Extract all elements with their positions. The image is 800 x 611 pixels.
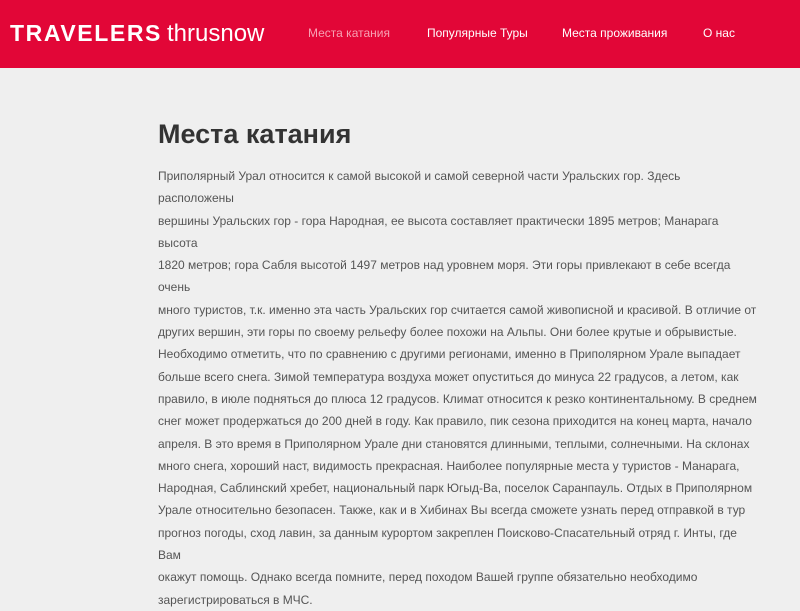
site-logo[interactable] (10, 19, 264, 47)
article-line: снег может продержаться до 200 дней в году. Как правило, пик сезона приходится на конец марта, начало (158, 414, 752, 429)
article-line: Урале относительно безопасен. Также, как и в Хибинах Вы всегда сможете узнать перед отправкой в тур (158, 503, 746, 518)
article-line: зарегистрироваться в МЧС. (158, 592, 313, 607)
main-content (158, 118, 758, 611)
nav-item-about[interactable]: О нас (703, 26, 735, 40)
nav-item-accommodation[interactable]: Места проживания (562, 26, 668, 40)
article-line: Необходимо отметить, что по сравнению с другими регионами, именно в Приполярном Урале выпадает (158, 347, 741, 362)
article-line: других вершин, эти горы по своему рельефу более похожи на Альпы. Они более крутые и обрывистые. (158, 325, 737, 340)
article-line: вершины Уральских гор - гора Народная, ее высота составляет практически 1895 метров; Манарага высота (158, 213, 719, 250)
page-title: Места катания (158, 119, 352, 149)
article-line: Приполярный Урал относится к самой высокой и самой северной части Уральских гор. Здесь расположены (158, 169, 681, 206)
article-line: больше всего снега. Зимой температура воздуха может опуститься до минуса 22 градусов, а летом, как (158, 369, 739, 384)
article-line: много снега, хороший наст, видимость прекрасная. Наиболее популярные места у туристов - Манарага, (158, 458, 740, 473)
site-header (0, 0, 800, 68)
article-line: Народная, Саблинский хребет, национальный парк Югыд-Ва, поселок Саранпауль. Отдых в Приполярном (158, 481, 753, 496)
nav-item-ski-places[interactable]: Места катания (308, 26, 390, 40)
article-line: правило, в июле подняться до плюса 12 градусов. Климат относится к резко континентальному. В среднем (158, 391, 757, 406)
article-line: 1820 метров; гора Сабля высотой 1497 метров над уровнем моря. Эти горы привлекают в себе всегда очень (158, 258, 731, 295)
article-line: много туристов, т.к. именно эта часть Уральских гор считается самой живописной и красивой. В отличие от (158, 302, 757, 317)
article-line: окажут помощь. Однако всегда помните, перед походом Вашей группе обязательно необходимо (158, 570, 698, 585)
article-line: прогноз погоды, сход лавин, за данным курортом закреплен Поисково-Спасательный отряд г. Инты, где Вам (158, 525, 737, 563)
logo-text-thrusnow: thrusnow (167, 20, 265, 47)
nav-item-popular-tours[interactable]: Популярные Туры (427, 26, 528, 40)
article-line: апреля. В это время в Приполярном Урале дни становятся длинными, теплыми, солнечными. На склонах (158, 436, 750, 451)
article-text (158, 165, 758, 611)
logo-text-travelers: TRAVELERS (10, 20, 162, 46)
